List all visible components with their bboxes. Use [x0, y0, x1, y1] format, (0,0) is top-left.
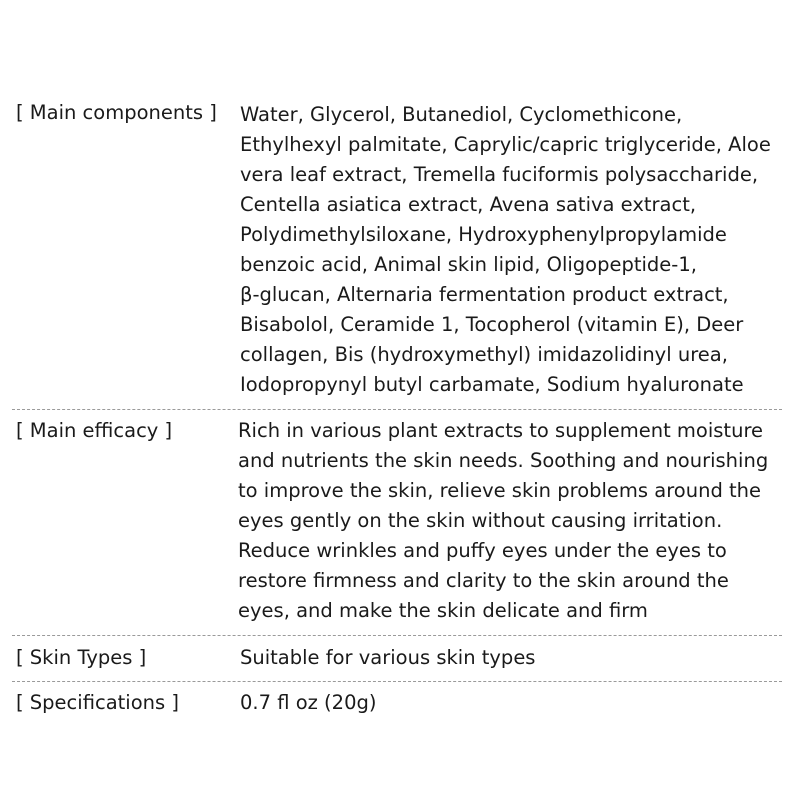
spec-value-main-components: Water, Glycerol, Butanediol, Cyclomethicone, Ethylhexyl palmitate, Caprylic/capric triglyceride, Aloe vera leaf extract, Tremella fuciformis polysaccharide, Centella asiatica extract, Avena sativa extract, Polydimethylsiloxane, Hydroxyphenylpropylamide benzoic acid, Animal skin lipid, Oligopeptide-1, β-glucan, Alternaria fermentation product extract, Bisabolol, Ceramide 1, Tocopherol (vitamin E), Deer collagen, Bis (hydroxymethyl) imidazolidinyl urea, Iodopropynyl butyl carbamate, Sodium hyaluronate — [240, 103, 771, 396]
spec-label-skin-types: [ Skin Types ] — [16, 646, 147, 669]
spec-value-skin-types: Suitable for various skin types — [240, 646, 536, 669]
spec-value-main-efficacy: Rich in various plant extracts to supplement moisture and nutrients the skin needs. Soothing and nourishing to improve the skin, relieve skin problems around the eyes gently on the skin without causing irritation. Reduce wrinkles and puffy eyes under the eyes to restore firmness and clarity to the skin around the eyes, and make the skin delicate and firm — [238, 419, 769, 622]
row-divider — [12, 409, 782, 410]
spec-value-specifications: 0.7 fl oz (20g) — [240, 691, 377, 714]
spec-label-main-efficacy: [ Main efficacy ] — [16, 419, 173, 442]
row-divider — [12, 681, 782, 682]
row-divider — [12, 635, 782, 636]
spec-label-main-components: [ Main components ] — [16, 101, 217, 124]
spec-label-specifications: [ Specifications ] — [16, 691, 179, 714]
